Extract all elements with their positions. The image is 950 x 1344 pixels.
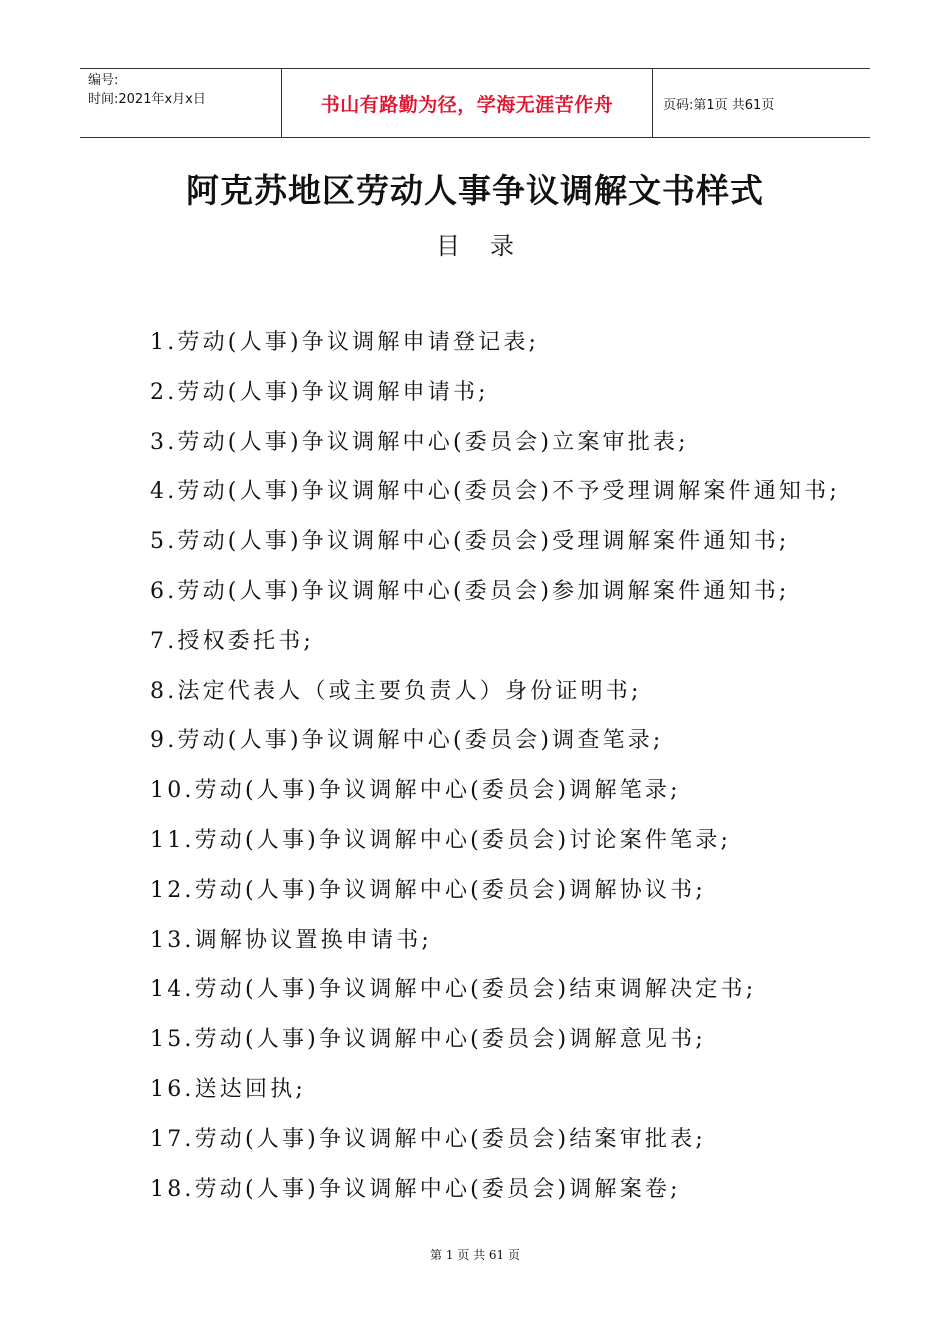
page-footer: 第 1 页 共 61 页 (430, 1248, 520, 1262)
toc-item: 14.劳动(人事)争议调解中心(委员会)结束调解决定书; (150, 977, 757, 1003)
toc-item: 10.劳动(人事)争议调解中心(委员会)调解笔录; (150, 778, 681, 804)
toc-item: 12.劳动(人事)争议调解中心(委员会)调解协议书; (150, 877, 706, 903)
document-date-label: 时间:2021年x月x日 (88, 92, 206, 107)
toc-item: 4.劳动(人事)争议调解中心(委员会)不予受理调解案件通知书; (150, 479, 840, 505)
toc-item: 8.法定代表人（或主要负责人）身份证明书; (150, 678, 642, 704)
toc-item: 6.劳动(人事)争议调解中心(委员会)参加调解案件通知书; (150, 578, 790, 604)
toc-item: 5.劳动(人事)争议调解中心(委员会)受理调解案件通知书; (150, 529, 790, 555)
toc-item: 18.劳动(人事)争议调解中心(委员会)调解案卷; (150, 1176, 681, 1202)
toc-item: 11.劳动(人事)争议调解中心(委员会)讨论案件笔录; (150, 827, 732, 853)
toc-item: 15.劳动(人事)争议调解中心(委员会)调解意见书; (150, 1027, 706, 1053)
toc-heading: 目录 (436, 232, 544, 260)
toc-item: 7.授权委托书; (150, 628, 315, 654)
toc-item: 13.调解协议置换申请书; (150, 927, 433, 953)
page-header-table (80, 68, 870, 138)
document-number-label: 编号: (88, 73, 119, 88)
header-meta-cell (80, 69, 282, 137)
toc-item: 17.劳动(人事)争议调解中心(委员会)结案审批表; (150, 1126, 706, 1152)
document-title: 阿克苏地区劳动人事争议调解文书样式 (186, 171, 764, 210)
table-of-contents (150, 320, 910, 1216)
toc-item: 2.劳动(人事)争议调解申请书; (150, 379, 489, 405)
header-page-code: 页码:第1页 共61页 (663, 97, 775, 113)
toc-item: 3.劳动(人事)争议调解中心(委员会)立案审批表; (150, 429, 689, 455)
toc-item: 1.劳动(人事)争议调解申请登记表; (150, 330, 540, 355)
toc-item: 16.送达回执; (150, 1076, 306, 1102)
toc-item: 9.劳动(人事)争议调解中心(委员会)调查笔录; (150, 728, 664, 754)
header-motto: 书山有路勤为径，学海无涯苦作舟 (282, 69, 653, 137)
